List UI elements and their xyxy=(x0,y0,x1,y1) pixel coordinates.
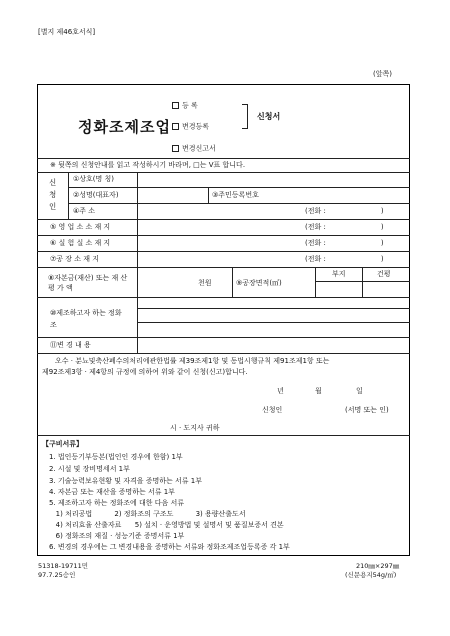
law-text-1: 오수 · 분뇨및축산폐수의처리에관한법률 제39조제1항 및 동법시행규칙 제91조제1항 또는 xyxy=(55,357,330,365)
option-register[interactable]: 등 록 xyxy=(172,102,198,110)
doc-item: 2. 시설 및 장비명세서 1부 xyxy=(49,465,130,473)
date-month: 월 xyxy=(315,387,322,395)
doc-item: 1) 처리공법 2) 정화조의 구조도 3) 용량산출도서 xyxy=(49,510,246,518)
business-office-label: ⑤ 영 업 소 소 재 지 xyxy=(50,223,111,231)
products-label: ⑩제조하고자 하는 정화조 xyxy=(50,309,122,329)
bracket xyxy=(242,104,248,129)
instruction: ※ 뒷쪽의 신청안내를 읽고 작성하시기 바라며, □는 V표 합니다. xyxy=(50,161,246,169)
name-label: ②성명(대표자) xyxy=(73,191,119,199)
footer-approval: 97.7.25승인 xyxy=(38,571,76,579)
factory-label: ⑦공 장 소 재 지 xyxy=(50,255,99,263)
land-label: 부지 xyxy=(332,270,346,278)
checkbox-icon[interactable] xyxy=(172,102,179,109)
rrn-label: ③주민등록번호 xyxy=(212,191,259,199)
capital-unit: 천원 xyxy=(198,279,212,287)
address-label: ④주 소 xyxy=(73,207,96,215)
doc-item: 6. 변경의 경우에는 그 변경내용을 증명하는 서류와 정화조제조업등록증 각 1부 xyxy=(49,543,290,551)
date-day: 일 xyxy=(356,387,363,395)
applicant-label: 신청인 xyxy=(49,178,57,211)
doc-item: 1. 법인등기부등본(법인인 경우에 한함) 1부 xyxy=(49,453,183,461)
footer-code: 51318-19711민 xyxy=(38,562,88,570)
option-change-register[interactable]: 변경등록 xyxy=(172,123,209,131)
company-label: ①상호(명 칭) xyxy=(73,175,115,183)
phone-factory[interactable]: (전화 : ) xyxy=(305,255,384,263)
checkbox-icon[interactable] xyxy=(172,145,179,152)
lab-label: ⑥ 실 험 실 소 재 지 xyxy=(50,239,111,247)
phone-lab[interactable]: (전화 : ) xyxy=(305,239,384,247)
capital-label: ⑧자본금(재산) 또는 재 산 평 가 액 xyxy=(48,274,128,292)
doc-item: 4. 자본금 또는 재산을 증명하는 서류 1부 xyxy=(49,488,175,496)
signature-note: (서명 또는 인) xyxy=(345,406,389,414)
form-title: 정화조제조업 xyxy=(78,118,171,136)
docs-title: 【구비서류】 xyxy=(42,440,84,448)
footer-paper: (신문용지54g/㎡) xyxy=(345,571,397,579)
doc-type: 신청서 xyxy=(257,112,281,121)
change-label: ⑪변 경 내 용 xyxy=(50,341,91,349)
doc-item: 6) 정화조의 재질 · 성능기준 증명서류 1부 xyxy=(49,532,185,540)
option-change-report[interactable]: 변경신고서 xyxy=(172,145,216,153)
phone-business-office[interactable]: (전화 : ) xyxy=(305,223,384,231)
doc-item: 3. 기술능력보유현황 및 자격을 증명하는 서류 1부 xyxy=(49,477,202,485)
date-year: 년 xyxy=(277,387,284,395)
building-label: 건평 xyxy=(377,270,391,278)
checkbox-icon[interactable] xyxy=(172,123,179,130)
form-number: [별지 제46호서식] xyxy=(38,28,96,36)
doc-item: 5. 제조하고자 하는 정화조에 대한 다음 서류 xyxy=(49,499,184,507)
law-text-2: 제92조제3항 · 제4항의 규정에 의하여 위와 같이 신청(신고)합니다. xyxy=(42,368,248,376)
doc-item: 4) 처리효율 산출자료 5) 설치 · 운영방법 및 설명서 및 품질보증서 견본 xyxy=(49,521,284,529)
signer-label: 신청인 xyxy=(262,406,283,414)
side-label: (앞쪽) xyxy=(373,70,392,78)
phone-address[interactable]: (전화 : ) xyxy=(305,207,384,215)
recipient: 시 · 도지사 귀하 xyxy=(170,424,220,432)
factory-area-label: ⑨공장면적(㎡) xyxy=(236,279,282,287)
footer-size: 210㎜×297㎜ xyxy=(356,562,400,570)
